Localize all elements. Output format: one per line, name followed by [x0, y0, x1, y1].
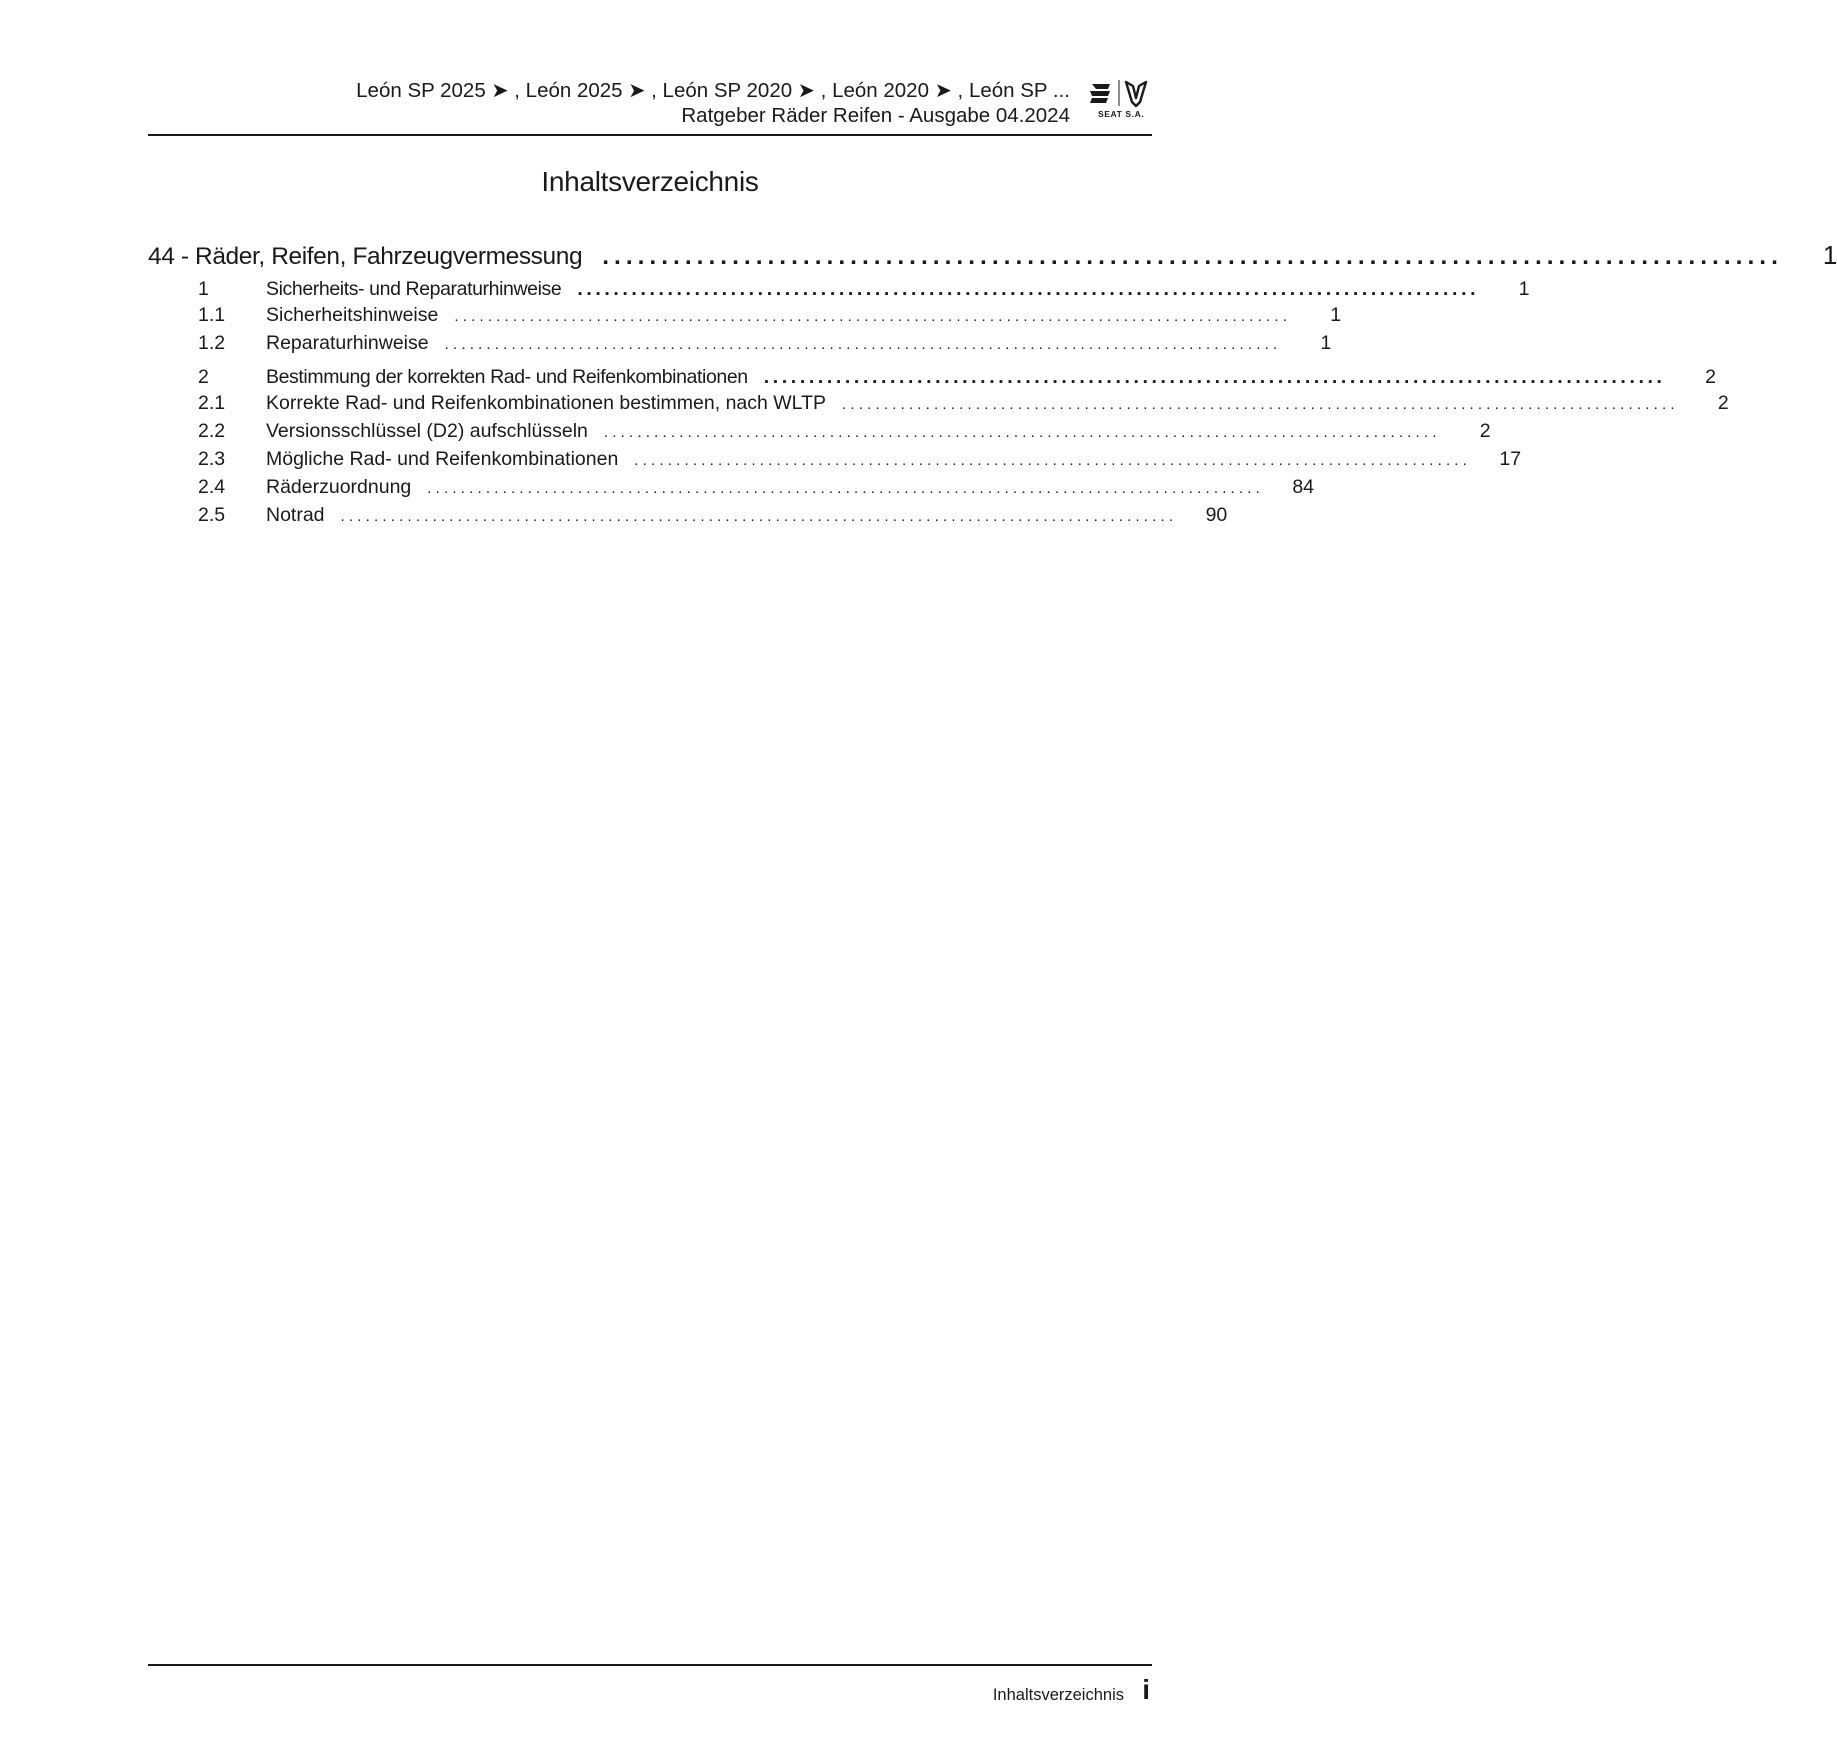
toc-entry-page: 2: [1705, 366, 1716, 388]
table-of-contents: [148, 240, 1837, 530]
page-footer: [148, 1664, 1152, 1705]
toc-entry-page: 1: [1518, 278, 1530, 300]
toc-entry-number: 2.5: [198, 504, 226, 526]
page-title: Inhaltsverzeichnis: [541, 166, 759, 197]
footer-label: Inhaltsverzeichnis: [992, 1686, 1124, 1704]
toc-entry-label: Korrekte Rad- und Reifenkombinationen bestimmen, nach WLTP: [266, 392, 826, 414]
toc-leader-dots: ....................................................................................................: [340, 508, 1178, 525]
toc-entry-number: 2.2: [198, 420, 226, 442]
seat-cupra-logo-icon: [1086, 76, 1152, 110]
header-text: [356, 78, 1070, 128]
toc-chapter-label: 44 - Räder, Reifen, Fahrzeugvermessung: [148, 243, 583, 270]
toc-entry-2-4[interactable]: [148, 474, 1315, 502]
toc-entry-page: 90: [1205, 504, 1228, 526]
toc-entry-label: Reparaturhinweise: [266, 332, 429, 354]
seat-cupra-logo: [1086, 76, 1152, 126]
toc-entry-number: 2.4: [198, 476, 226, 498]
toc-entry-1-2[interactable]: [148, 330, 1332, 358]
toc-leader-dots: ....................................................................................................: [444, 336, 1282, 353]
toc-entry-number: 1.1: [198, 304, 226, 326]
toc-entry-2-3[interactable]: [148, 446, 1522, 474]
toc-entry-label: Mögliche Rad- und Reifenkombinationen: [266, 448, 619, 470]
toc-entry-label: Notrad: [266, 504, 325, 526]
toc-entry-2-5[interactable]: [148, 502, 1228, 530]
toc-leader-dots: ....................................................................................................: [603, 424, 1441, 441]
toc-leader-dots: ....................................................................................................: [454, 308, 1292, 325]
toc-entry-page: 2: [1479, 420, 1491, 442]
toc-entry-page: 2: [1717, 392, 1729, 414]
toc-leader-dots: ....................................................................................................: [634, 452, 1472, 469]
toc-entry-1[interactable]: [148, 276, 1530, 302]
toc-entry-page: 17: [1499, 448, 1522, 470]
toc-entry-number: 2: [198, 366, 209, 388]
toc-leader-dots: ....................................................................................................: [577, 278, 1480, 300]
header-edition: Ratgeber Räder Reifen - Ausgabe 04.2024: [681, 104, 1070, 127]
toc-entry-number: 2.3: [198, 448, 226, 470]
toc-chapter-page: 1: [1822, 240, 1837, 270]
toc-entry-label: Bestimmung der korrekten Rad- und Reifenkombinationen: [266, 366, 748, 388]
page-header: [148, 78, 1152, 136]
toc-entry-number: 1.2: [198, 332, 226, 354]
toc-leader-dots: ....................................................................................................: [842, 396, 1679, 413]
toc-entry-label: Räderzuordnung: [266, 476, 412, 498]
toc-entry-number: 1: [198, 278, 209, 300]
toc-entry-2-2[interactable]: [148, 418, 1491, 446]
toc-entry-2-1[interactable]: [148, 390, 1729, 418]
toc-entry-2[interactable]: [148, 364, 1716, 390]
toc-entry-label: Versionsschlüssel (D2) aufschlüsseln: [266, 420, 588, 442]
footer-page-number: i: [1142, 1674, 1150, 1705]
header-models: León SP 2025 ➤ , León 2025 ➤ , León SP 2020 ➤ , León 2020 ➤ , León SP ...: [356, 79, 1070, 102]
logo-caption: SEAT S.A.: [1098, 109, 1145, 119]
toc-leader-dots: ....................................................................................................: [763, 366, 1666, 388]
toc-entry-1-1[interactable]: [148, 302, 1342, 330]
toc-leader-dots: ....................................................................................................: [602, 243, 1783, 270]
toc-entry-page: 1: [1330, 304, 1342, 326]
toc-chapter-44[interactable]: [148, 240, 1837, 272]
toc-entry-page: 1: [1320, 332, 1332, 354]
toc-entry-number: 2.1: [198, 392, 226, 414]
toc-entry-page: 84: [1292, 476, 1315, 498]
toc-entry-label: Sicherheitshinweise: [266, 304, 439, 326]
toc-entry-label: Sicherheits- und Reparaturhinweise: [266, 278, 562, 300]
toc-leader-dots: ....................................................................................................: [427, 480, 1265, 497]
